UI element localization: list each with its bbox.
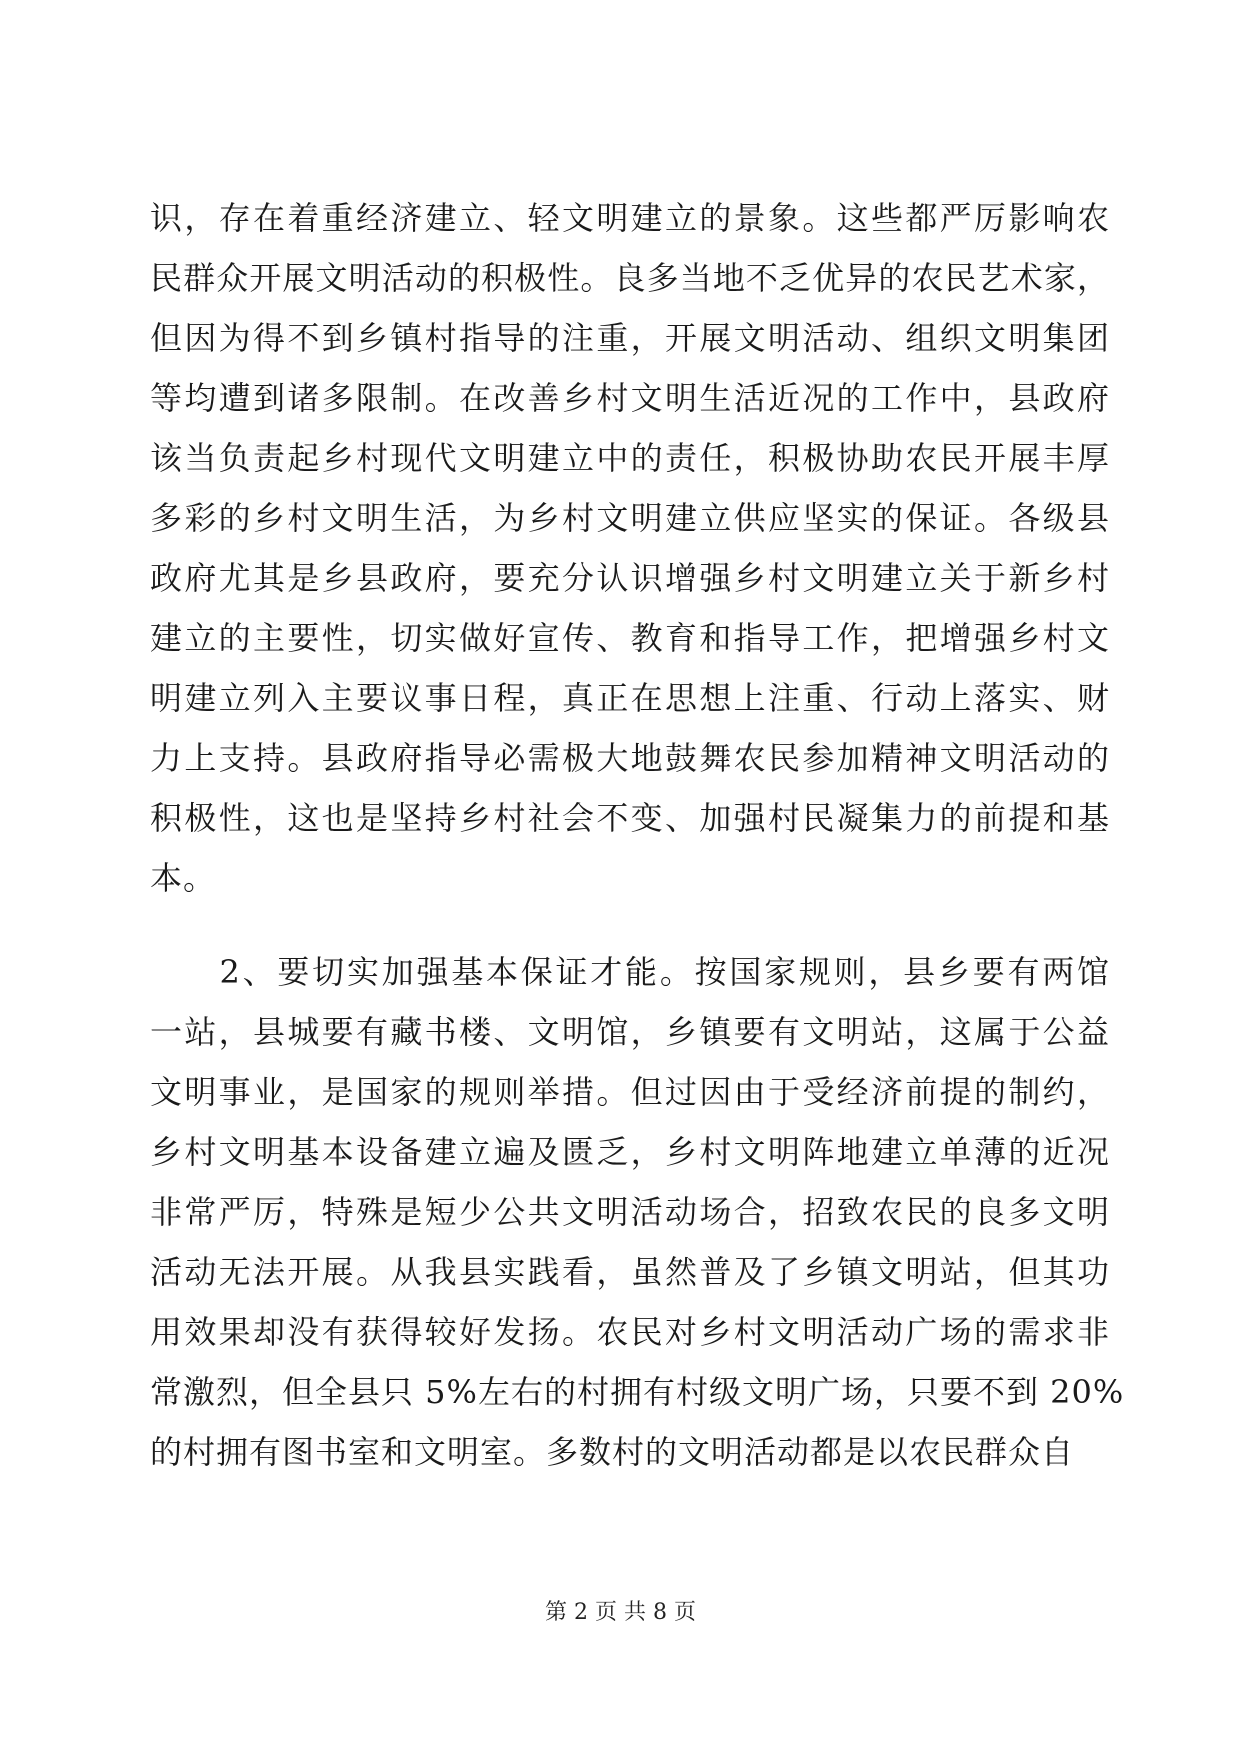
- page-number-footer: 第 2 页 共 8 页: [545, 1600, 696, 1625]
- text-line: 识，存在着重经济建立、轻文明建立的景象。这些都严厉影响农: [150, 199, 1110, 237]
- text-line: 文明事业，是国家的规则举措。但过因由于受经济前提的制约，: [150, 1073, 1110, 1111]
- text-line: 但因为得不到乡镇村指导的注重，开展文明活动、组织文明集团: [150, 319, 1110, 357]
- text-line: 乡村文明基本设备建立遍及匮乏，乡村文明阵地建立单薄的近况: [150, 1133, 1110, 1171]
- text-line: 积极性，这也是坚持乡村社会不变、加强村民凝集力的前提和基: [150, 799, 1110, 837]
- text-line: 等均遭到诸多限制。在改善乡村文明生活近况的工作中，县政府: [150, 379, 1110, 417]
- text-line: 民群众开展文明活动的积极性。良多当地不乏优异的农民艺术家，: [150, 259, 1110, 297]
- text-line: 多彩的乡村文明生活，为乡村文明建立供应坚实的保证。各级县: [150, 499, 1110, 537]
- text-line: 力上支持。县政府指导必需极大地鼓舞农民参加精神文明活动的: [150, 739, 1110, 777]
- text-line: 该当负责起乡村现代文明建立中的责任，积极协助农民开展丰厚: [150, 439, 1110, 477]
- text-line: 用效果却没有获得较好发扬。农民对乡村文明活动广场的需求非: [150, 1313, 1110, 1351]
- text-line: 2、要切实加强基本保证才能。按国家规则，县乡要有两馆: [150, 953, 1110, 991]
- text-line: 常激烈，但全县只 5%左右的村拥有村级文明广场，只要不到 20%: [150, 1373, 1125, 1411]
- document-body: [150, 188, 1125, 1482]
- text-line: 非常严厉，特殊是短少公共文明活动场合，招致农民的良多文明: [150, 1193, 1110, 1231]
- text-line: 建立的主要性，切实做好宣传、教育和指导工作，把增强乡村文: [150, 619, 1110, 657]
- paragraph-gap: [150, 908, 1110, 942]
- paragraph-2: [150, 942, 1125, 1482]
- text-line: 明建立列入主要议事日程，真正在思想上注重、行动上落实、财: [150, 679, 1110, 717]
- text-line: 活动无法开展。从我县实践看，虽然普及了乡镇文明站，但其功: [150, 1253, 1110, 1291]
- text-line: 本。: [150, 859, 217, 897]
- paragraph-1: [150, 188, 1110, 908]
- text-line: 政府尤其是乡县政府，要充分认识增强乡村文明建立关于新乡村: [150, 559, 1110, 597]
- text-line: 的村拥有图书室和文明室。多数村的文明活动都是以农民群众自: [150, 1433, 1075, 1471]
- text-line: 一站，县城要有藏书楼、文明馆，乡镇要有文明站，这属于公益: [150, 1013, 1110, 1051]
